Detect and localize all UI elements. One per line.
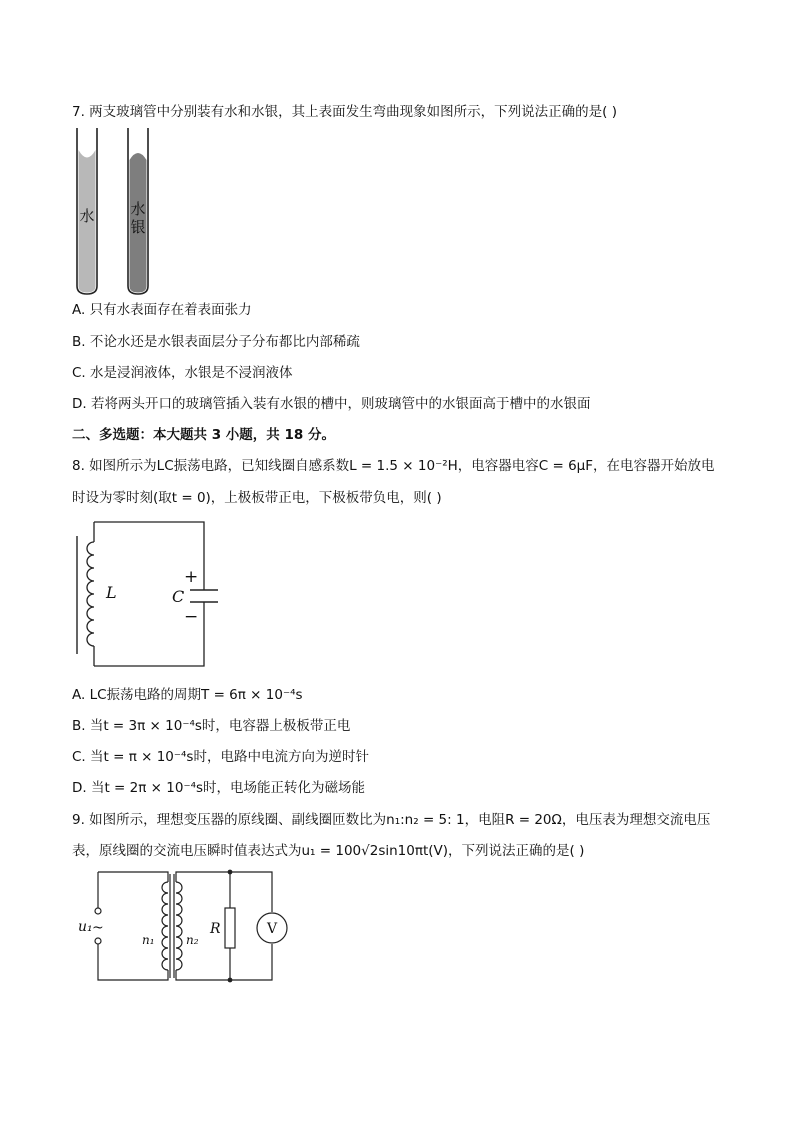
mercury-tube (128, 128, 148, 294)
voltmeter-label: V (266, 921, 278, 937)
q7-option-c: C. 水是浸润液体，水银是不浸润液体 (72, 365, 293, 381)
u1-label: u₁ (78, 919, 93, 935)
input-terminal-top (95, 908, 101, 914)
section-heading: 二、多选题：本大题共 3 小题，共 18 分。 (72, 427, 335, 443)
primary-coil (162, 882, 168, 970)
q8-option-a: A. LC振荡电路的周期T = 6π × 10⁻⁴s (72, 687, 303, 703)
n1-label: n₁ (142, 933, 155, 947)
plus-sign: + (184, 567, 199, 587)
q8-stem-line1: 8. 如图所示为LC振荡电路，已知线圈自感系数L = 1.5 × 10⁻²H，电容器电容C = 6μF，在电容器开始放电 (72, 458, 715, 474)
q9-transformer-figure (72, 868, 292, 988)
inductor-coil (87, 542, 94, 646)
capacitor-label: C (172, 587, 185, 606)
secondary-coil (176, 882, 182, 970)
q8-stem-line2: 时设为零时刻(取t = 0)，上极板带正电，下极板带负电，则( ) (72, 490, 442, 506)
resistor (225, 908, 235, 948)
q7-stem: 7. 两支玻璃管中分别装有水和水银，其上表面发生弯曲现象如图所示，下列说法正确的是( ) (72, 104, 617, 120)
minus-sign: − (184, 607, 199, 627)
water-tube (77, 128, 97, 294)
water-label: 水 (79, 207, 95, 225)
inductor-label: L (106, 583, 117, 602)
ac-symbol: ~ (92, 920, 104, 936)
mercury-label-bottom: 银 (130, 218, 146, 236)
input-terminal-bottom (95, 938, 101, 944)
q8-option-b: B. 当t = 3π × 10⁻⁴s时，电容器上极板带正电 (72, 718, 351, 734)
resistor-label: R (210, 921, 221, 937)
q9-stem-line1: 9. 如图所示，理想变压器的原线圈、副线圈匝数比为n₁:n₂ = 5: 1，电阻R = 20Ω，电压表为理想交流电压 (72, 812, 711, 828)
q9-stem-line2: 表，原线圈的交流电压瞬时值表达式为u₁ = 100√2sin10πt(V)，下列说法正确的是( ) (72, 843, 585, 859)
q7-glass-tubes-figure (70, 128, 160, 298)
q8-option-c: C. 当t = π × 10⁻⁴s时，电路中电流方向为逆时针 (72, 749, 369, 765)
q7-option-a: A. 只有水表面存在着表面张力 (72, 302, 252, 318)
q8-option-d: D. 当t = 2π × 10⁻⁴s时，电场能正转化为磁场能 (72, 780, 366, 796)
mercury-label-top: 水 (130, 200, 146, 218)
q8-lc-circuit-figure (72, 518, 222, 670)
n2-label: n₂ (186, 933, 199, 947)
q7-option-b: B. 不论水还是水银表面层分子分布都比内部稀疏 (72, 334, 360, 350)
q7-option-d: D. 若将两头开口的玻璃管插入装有水银的槽中，则玻璃管中的水银面高于槽中的水银面 (72, 396, 591, 412)
